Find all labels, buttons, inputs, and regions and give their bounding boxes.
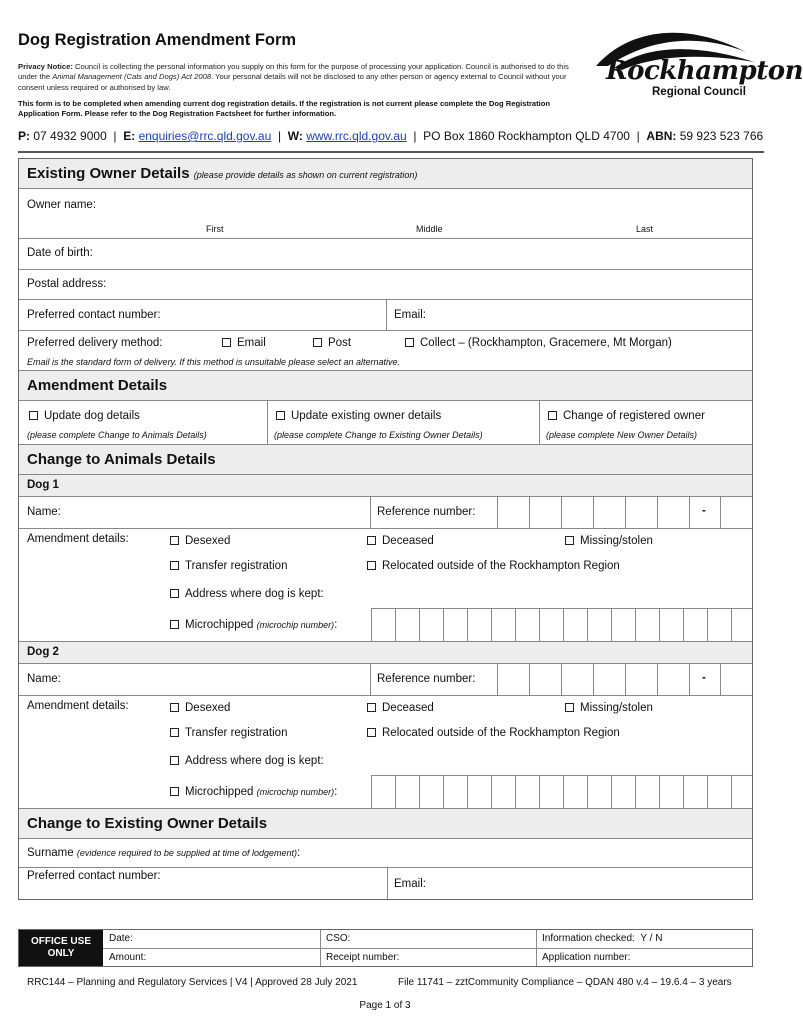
chip-box[interactable] <box>731 775 752 808</box>
update-owner-option[interactable] <box>276 410 441 422</box>
chip-box[interactable] <box>371 608 395 641</box>
chip-box[interactable] <box>635 608 659 641</box>
amendment-options-row <box>19 401 752 445</box>
ref-box[interactable] <box>561 497 593 528</box>
dog2-reference-label: Reference number: <box>377 673 476 685</box>
amendment-title: Amendment Details <box>27 377 168 394</box>
dog1-name-row <box>19 497 752 529</box>
info-checked-text: Information checked: <box>542 933 635 944</box>
existing-owner-title-text: Existing Owner Details <box>27 165 190 182</box>
chip-box[interactable] <box>467 608 491 641</box>
update-owner-text: Update existing owner details <box>291 410 442 422</box>
phone-number: 07 4932 9000 <box>33 129 107 143</box>
chip-box[interactable] <box>611 608 635 641</box>
logo-wordmark: Rockhampton <box>606 56 803 86</box>
chip-box[interactable] <box>683 775 707 808</box>
owner-name-field[interactable] <box>19 189 752 239</box>
existing-owner-subtitle: (please provide details as shown on current registration) <box>193 170 418 180</box>
divider <box>370 664 371 695</box>
checkbox-icon[interactable] <box>548 411 557 420</box>
abn-number: 59 923 523 766 <box>679 129 764 143</box>
dog1-reference-label: Reference number: <box>377 506 476 518</box>
colon: : <box>334 786 338 798</box>
chip-box[interactable] <box>539 775 563 808</box>
registration-form <box>18 158 753 900</box>
office-amount-label: Amount: <box>109 952 147 963</box>
footer-right: File 11741 – zztCommunity Compliance – QDAN 480 v.4 – 19.6.4 – 3 years <box>398 977 732 988</box>
checkbox-icon[interactable] <box>367 703 376 712</box>
office-application-label: Application number: <box>542 952 631 963</box>
change-owner-text: Change of registered owner <box>563 410 705 422</box>
contact-line <box>18 129 763 143</box>
ref-box[interactable] <box>593 497 625 528</box>
checkbox-icon[interactable] <box>29 411 38 420</box>
chip-box[interactable] <box>539 608 563 641</box>
chip-box[interactable] <box>635 775 659 808</box>
ref-box[interactable] <box>497 497 529 528</box>
relocated-text: Relocated outside of the Rockhampton Region <box>382 727 620 739</box>
dog1-name-label[interactable]: Name: <box>27 506 61 518</box>
checkbox-icon[interactable] <box>367 536 376 545</box>
logo-subtitle: Regional Council <box>652 86 746 98</box>
dog1-header <box>19 475 752 497</box>
ref-dash: - <box>702 505 706 517</box>
email-link[interactable]: enquiries@rrc.qld.gov.au <box>138 129 272 143</box>
chip-box[interactable] <box>443 775 467 808</box>
dob-label: Date of birth: <box>27 247 93 259</box>
dog2-amendment-block <box>19 696 752 809</box>
dog2-address-option[interactable] <box>170 755 324 767</box>
checkbox-icon[interactable] <box>170 561 179 570</box>
microchipped-text: Microchipped <box>185 786 254 798</box>
microchip-note: (microchip number) <box>256 620 335 630</box>
update-dog-option[interactable] <box>29 410 140 422</box>
abn-label: ABN: <box>646 129 677 143</box>
middle-name-label: Middle <box>416 224 443 234</box>
missing-text: Missing/stolen <box>580 702 653 714</box>
office-info-checked <box>542 933 662 944</box>
checkbox-icon[interactable] <box>170 536 179 545</box>
ref-box[interactable] <box>497 664 529 695</box>
dog2-name-label[interactable]: Name: <box>27 673 61 685</box>
owner-change-title: Change to Existing Owner Details <box>27 815 268 832</box>
separator: | <box>277 129 282 143</box>
microchip-note: (microchip number) <box>256 787 335 797</box>
privacy-label: Privacy Notice: <box>18 62 73 71</box>
dog1-amendment-label: Amendment details: <box>27 533 129 545</box>
delivery-note-row <box>19 355 752 371</box>
dog1-address-option[interactable] <box>170 588 324 600</box>
delivery-email-option[interactable] <box>222 337 266 349</box>
dog1-amendment-block <box>19 529 752 642</box>
dog1-missing-option[interactable] <box>565 535 653 547</box>
amendment-header <box>19 371 752 401</box>
chip-box[interactable] <box>659 608 683 641</box>
office-use-line2: ONLY <box>47 948 75 959</box>
animals-title: Change to Animals Details <box>27 451 216 468</box>
footer-left: RRC144 – Planning and Regulatory Services | V4 | Approved 28 July 2021 <box>27 977 358 988</box>
page-number: Page 1 of 3 <box>359 1000 411 1011</box>
office-use-label <box>19 930 103 966</box>
colon: : <box>297 847 301 859</box>
dog2-relocated-option[interactable] <box>367 727 620 739</box>
ref-box[interactable] <box>561 664 593 695</box>
dog1-microchip-option[interactable] <box>170 619 337 631</box>
dog2-name-row <box>19 664 752 696</box>
owner-contact-row <box>19 868 752 899</box>
ref-box[interactable] <box>689 497 720 528</box>
phone-label: P: <box>18 129 30 143</box>
separator: | <box>413 129 417 143</box>
dog2-microchip-option[interactable] <box>170 786 337 798</box>
ref-box[interactable] <box>625 664 657 695</box>
delivery-note: Email is the standard form of delivery. If this method is unsuitable please select an alternative. <box>27 357 401 367</box>
checkbox-icon[interactable] <box>367 728 376 737</box>
missing-text: Missing/stolen <box>580 535 653 547</box>
chip-box[interactable] <box>707 608 731 641</box>
chip-box[interactable] <box>659 775 683 808</box>
ref-dash: - <box>702 672 706 684</box>
owner-contact-label[interactable]: Preferred contact number: <box>27 870 161 882</box>
checkbox-icon[interactable] <box>565 703 574 712</box>
existing-owner-header <box>19 159 752 189</box>
dog2-label: Dog 2 <box>27 646 59 658</box>
privacy-act: Animal Management (Cats and Dogs) Act 2008 <box>52 72 212 82</box>
dog2-transfer-option[interactable] <box>170 727 287 739</box>
colon: : <box>334 619 338 631</box>
email-field-label: Email: <box>394 309 426 321</box>
web-link[interactable]: www.rrc.qld.gov.au <box>306 129 407 143</box>
dog2-amendment-label: Amendment details: <box>27 700 129 712</box>
postal-address-label: Postal address: <box>27 278 107 290</box>
ref-box[interactable] <box>529 497 561 528</box>
ref-box[interactable] <box>689 664 720 695</box>
postal-address-field[interactable] <box>19 270 752 300</box>
dog2-deceased-option[interactable] <box>367 702 434 714</box>
dog1-label: Dog 1 <box>27 479 59 491</box>
web-label: W: <box>287 129 303 143</box>
dog1-relocated-option[interactable] <box>367 560 620 572</box>
chip-box[interactable] <box>515 775 539 808</box>
separator: | <box>113 129 117 143</box>
chip-box[interactable] <box>707 775 731 808</box>
animals-header <box>19 445 752 475</box>
transfer-text: Transfer registration <box>185 727 288 739</box>
chip-box[interactable] <box>491 608 515 641</box>
divider <box>536 930 537 966</box>
ref-box[interactable] <box>720 497 752 528</box>
office-date-label: Date: <box>109 933 133 944</box>
ref-box[interactable] <box>720 664 752 695</box>
deceased-text: Deceased <box>382 535 434 547</box>
transfer-text: Transfer registration <box>185 560 288 572</box>
owner-email-label[interactable]: Email: <box>394 878 426 890</box>
chip-box[interactable] <box>419 608 443 641</box>
update-dog-note: (please complete Change to Animals Details) <box>27 430 207 440</box>
microchipped-text: Microchipped <box>185 619 254 631</box>
office-use-box <box>18 929 753 967</box>
chip-box[interactable] <box>611 775 635 808</box>
privacy-text-2: . Your personal details will not be disclosed to any other person or agency external to Council without your consent unless required or authorised by law. <box>18 72 567 92</box>
chip-box[interactable] <box>587 775 611 808</box>
divider <box>103 948 752 949</box>
surname-text: Surname <box>27 847 74 859</box>
dog1-deceased-option[interactable] <box>367 535 434 547</box>
first-name-label: First <box>206 224 224 234</box>
checkbox-icon[interactable] <box>313 338 322 347</box>
privacy-text-1: Council is collecting the personal information you supply on this form for the purpose of processing your application. Council is authorised to do this under the <box>18 62 569 82</box>
divider <box>539 401 540 444</box>
delivery-email-text: Email <box>237 337 266 349</box>
ref-box[interactable] <box>657 497 689 528</box>
chip-box[interactable] <box>443 608 467 641</box>
checkbox-icon[interactable] <box>170 620 179 629</box>
po-box: PO Box 1860 Rockhampton QLD 4700 <box>423 129 630 143</box>
header-rule <box>18 151 764 153</box>
dog2-missing-option[interactable] <box>565 702 653 714</box>
update-dog-text: Update dog details <box>44 410 140 422</box>
checkbox-icon[interactable] <box>170 589 179 598</box>
checkbox-icon[interactable] <box>276 411 285 420</box>
divider <box>320 930 321 966</box>
chip-box[interactable] <box>515 608 539 641</box>
chip-box[interactable] <box>395 608 419 641</box>
dog2-header <box>19 642 752 664</box>
contact-row <box>19 300 752 331</box>
email-label: E: <box>123 129 136 143</box>
divider <box>386 300 387 330</box>
office-receipt-label: Receipt number: <box>326 952 400 963</box>
ref-box[interactable] <box>625 497 657 528</box>
desexed-text: Desexed <box>185 702 231 714</box>
deceased-text: Deceased <box>382 702 434 714</box>
divider <box>267 401 268 444</box>
surname-note: (evidence required to be supplied at time of lodgement) <box>76 848 298 858</box>
chip-box[interactable] <box>491 775 515 808</box>
desexed-text: Desexed <box>185 535 231 547</box>
delivery-post-text: Post <box>328 337 352 349</box>
checkbox-icon[interactable] <box>222 338 231 347</box>
checkbox-icon[interactable] <box>170 756 179 765</box>
contact-number-label: Preferred contact number: <box>27 309 161 321</box>
checkbox-icon[interactable] <box>170 787 179 796</box>
chip-box[interactable] <box>587 608 611 641</box>
owner-change-header <box>19 809 752 839</box>
address-text: Address where dog is kept: <box>185 755 324 767</box>
chip-box[interactable] <box>563 608 587 641</box>
form-instruction: This form is to be completed when amending current dog registration details. If the registration is not current please complete the Dog Registration Application Form. Please refer to the Dog Registration Factsheet for further information. <box>18 99 551 119</box>
delivery-label: Preferred delivery method: <box>27 337 163 349</box>
checkbox-icon[interactable] <box>367 561 376 570</box>
checkbox-icon[interactable] <box>170 728 179 737</box>
divider <box>387 868 388 899</box>
ref-box[interactable] <box>593 664 625 695</box>
ref-box[interactable] <box>657 664 689 695</box>
owner-name-label: Owner name: <box>27 199 97 211</box>
chip-box[interactable] <box>371 775 395 808</box>
dog1-desexed-option[interactable] <box>170 535 230 547</box>
chip-box[interactable] <box>395 775 419 808</box>
existing-owner-title <box>27 165 417 182</box>
ref-box[interactable] <box>529 664 561 695</box>
checkbox-icon[interactable] <box>565 536 574 545</box>
update-owner-note: (please complete Change to Existing Owner Details) <box>274 430 483 440</box>
office-cso-label: CSO: <box>326 933 351 944</box>
dog2-desexed-option[interactable] <box>170 702 230 714</box>
change-owner-note: (please complete New Owner Details) <box>546 430 698 440</box>
checkbox-icon[interactable] <box>170 703 179 712</box>
privacy-notice <box>18 62 578 93</box>
divider <box>370 497 371 528</box>
surname-field[interactable] <box>19 839 752 868</box>
delivery-row <box>19 331 752 355</box>
dob-field[interactable] <box>19 239 752 270</box>
address-text: Address where dog is kept: <box>185 588 324 600</box>
separator: | <box>636 129 640 143</box>
delivery-collect-option[interactable] <box>405 337 672 349</box>
yes-no-text: Y / N <box>640 933 663 944</box>
change-owner-option[interactable] <box>548 410 705 422</box>
form-title: Dog Registration Amendment Form <box>18 31 297 49</box>
chip-box[interactable] <box>683 608 707 641</box>
dog1-transfer-option[interactable] <box>170 560 287 572</box>
surname-label <box>27 847 300 859</box>
chip-box[interactable] <box>731 608 752 641</box>
relocated-text: Relocated outside of the Rockhampton Region <box>382 560 620 572</box>
delivery-collect-text: Collect – (Rockhampton, Gracemere, Mt Morgan) <box>420 337 672 349</box>
office-use-line1: OFFICE USE <box>30 936 91 947</box>
chip-box[interactable] <box>467 775 491 808</box>
delivery-post-option[interactable] <box>313 337 351 349</box>
checkbox-icon[interactable] <box>405 338 414 347</box>
chip-box[interactable] <box>419 775 443 808</box>
chip-box[interactable] <box>563 775 587 808</box>
last-name-label: Last <box>636 224 654 234</box>
